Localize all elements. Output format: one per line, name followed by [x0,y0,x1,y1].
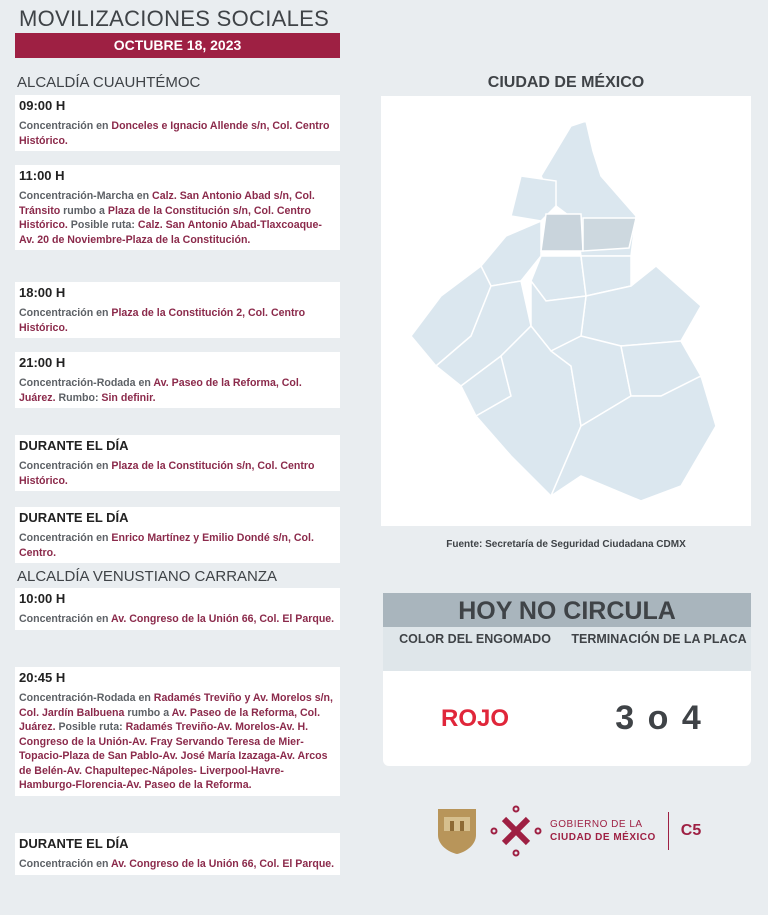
event-time: DURANTE EL DÍA [19,510,129,525]
event-location-text: Sin definir. [101,391,156,404]
event-card [15,588,340,630]
hoy-no-circula-panel [383,593,751,766]
page-title: MOVILIZACIONES SOCIALES [19,6,330,31]
event-description [19,612,336,627]
event-card [15,833,340,875]
event-location-text: Plaza de la Constitución 2, Col. Centro Histórico. [19,307,306,334]
event-text: Concentración-Rodada en [19,377,154,389]
event-location-text: Donceles e Ignacio Allende s/n, Col. Centro Histórico. [19,120,330,147]
event-description [19,306,336,335]
event-text: Rumbo: [55,391,102,404]
government-name [550,818,656,844]
event-text: Concentración-Rodada en [19,692,154,704]
event-time: 20:45 H [19,670,66,685]
event-description [19,376,336,405]
event-text: Posible ruta: [55,721,126,733]
event-time: 09:00 H [19,98,66,113]
event-text: Concentración en [19,307,112,319]
event-card [15,95,340,151]
event-time: DURANTE EL DÍA [19,438,129,453]
event-card [15,507,340,563]
event-text: Posible ruta: [67,219,138,231]
cdmx-government-logo-icon [490,805,542,857]
footer-logos [436,805,701,857]
event-location-text: Av. Paseo de la Reforma, Col. Juárez. [19,377,302,404]
alcaldia-heading: ALCALDÍA VENUSTIANO CARRANZA [17,568,278,585]
event-description [19,691,336,793]
event-location-text: Av. Congreso de la Unión 66, Col. El Parque. [111,613,335,625]
map-region-venustiano-carranza-highlight [583,218,636,251]
hoy-no-circula-title: HOY NO CIRCULA [383,593,751,627]
event-location-text: Radamés Treviño-Av. Morelos-Av. H. Congreso de la Unión-Av. Fray Servando Teresa de Mier-Topacio-Plaza de San Pablo-Av. José María Izazaga-Av. Arcos de Belén-Av. Chapultepec-Nápoles- Liverpool-Havre-Hamburgo-Florencia-Av. Paseo de la Reforma. [19,721,328,791]
event-location-text: Av. Congreso de la Unión 66, Col. El Parque. [111,858,335,870]
event-location-text: Calz. San Antonio Abad-Tlaxcoaque-Av. 20 de Noviembre-Plaza de la Constitución. [19,219,322,246]
engomado-value: ROJO [440,704,509,732]
event-description [19,531,336,560]
event-location-text: Radamés Treviño y Av. Morelos s/n, Col. Jardín Balbuena [19,692,333,719]
event-time: 18:00 H [19,285,66,300]
event-location-text: Plaza de la Constitución s/n, Col. Centro Histórico. [19,204,311,231]
alcaldia-heading: ALCALDÍA CUAUHTÉMOC [17,74,201,91]
event-time: 21:00 H [19,355,66,370]
map-title: CIUDAD DE MÉXICO [487,74,645,91]
event-location-text: Enrico Martínez y Emilio Dondé s/n, Col. Centro. [19,532,314,559]
date-banner: OCTUBRE 18, 2023 [15,33,340,58]
event-text: Concentración en [19,120,112,132]
placa-value: 3 o 4 [615,699,703,737]
event-description [19,119,336,148]
event-description [19,857,336,872]
event-text: Concentración-Marcha en [19,190,153,202]
placa-label: TERMINACIÓN DE LA PLACA [571,632,747,646]
engomado-label: COLOR DEL ENGOMADO [399,632,551,646]
event-text: Concentración en [19,613,112,625]
event-card [15,352,340,408]
event-location-text: Av. Paseo de la Reforma, Col. Juárez. [19,706,321,733]
map-source: Fuente: Secretaría de Seguridad Ciudadana CDMX [446,539,686,550]
map-region-miguel-hidalgo [481,221,541,286]
government-line-2: CIUDAD DE MÉXICO [550,832,656,843]
event-time: 10:00 H [19,591,66,606]
event-text: rumbo a [60,204,108,217]
event-time: 11:00 H [19,168,65,183]
event-text: Concentración en [19,858,112,870]
government-line-1: GOBIERNO DE LA [550,819,643,830]
event-location-text: Calz. San Antonio Abad s/n, Col. Tránsito [19,190,315,217]
cdmx-coat-of-arms-icon [436,807,478,855]
event-card [15,435,340,491]
map-region-cuauhtemoc-highlight [541,214,583,251]
event-time: DURANTE EL DÍA [19,836,129,851]
c5-logo: C5 [668,812,701,850]
event-card [15,282,340,338]
event-card [15,165,340,250]
cdmx-map [381,96,751,526]
event-text: rumbo a [124,706,172,719]
event-text: Concentración en [19,460,112,472]
event-text: Concentración en [19,532,112,544]
event-card [15,667,340,796]
event-description [19,459,336,488]
event-description [19,189,336,247]
event-location-text: Plaza de la Constitución s/n, Col. Centro Histórico. [19,460,315,487]
